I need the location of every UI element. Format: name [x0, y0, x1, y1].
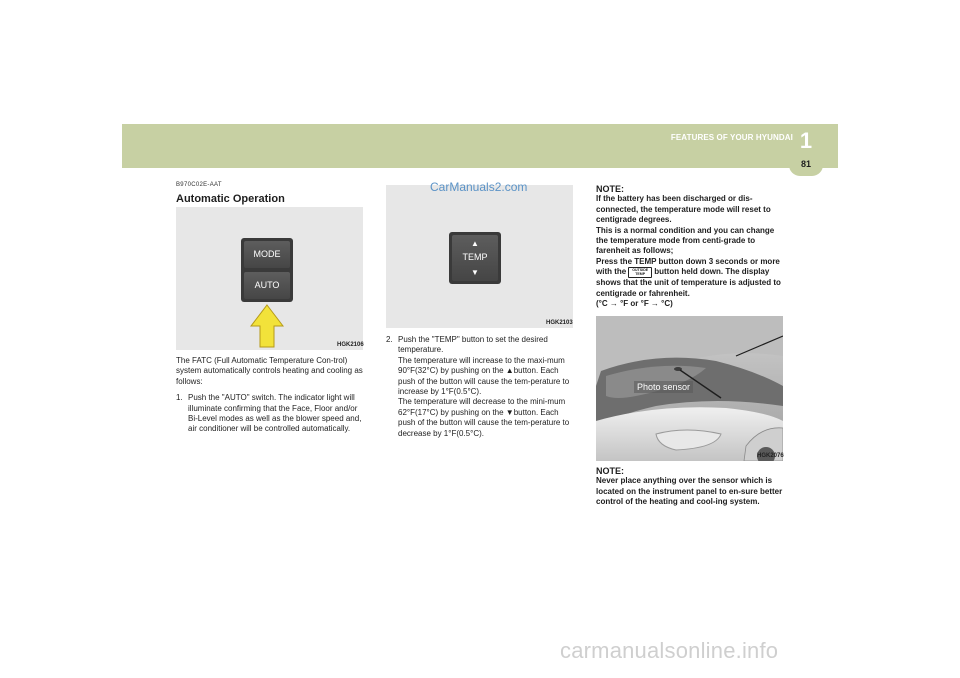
column1-text — [176, 356, 364, 435]
list-item-1 — [176, 393, 364, 435]
figure-code-temp: HGK2103 — [546, 320, 573, 326]
note1-text-a: If the battery has been discharged or dis-connected, the temperature mode will reset to centigrade degrees. — [596, 194, 771, 225]
list-text-2c: The temperature will decrease to the mini-mum 62°F(17°C) by pushing on the ▼button. Each push of the button will cause the tem-perature to decrease by 1°F(0.5°C). — [398, 397, 570, 438]
note1-text-c-after: button held down. The display shows that the unit of temperature is adjusted to centigrade or fahrenheit. — [596, 267, 781, 298]
outside-temp-button-icon — [628, 267, 652, 278]
mode-button: MODE — [244, 241, 290, 268]
list-number-2: 2. — [386, 335, 393, 344]
intro-paragraph: The FATC (Full Automatic Temperature Con-trol) system automatically controls heating and cooling as follows: — [176, 356, 363, 386]
mode-auto-button-panel — [241, 238, 293, 302]
outside-temp-button-bottom: TEMP — [635, 272, 646, 277]
chapter-number: 1 — [799, 128, 813, 153]
temp-up-arrow-icon: ▲ — [471, 239, 479, 248]
page-number: 81 — [800, 159, 811, 169]
note1-text-c-before: Press the TEMP button down 3 seconds or more with the — [596, 256, 780, 277]
auto-button: AUTO — [244, 272, 290, 299]
header-band — [122, 124, 838, 168]
temp-button — [452, 235, 498, 281]
note1-text-b: This is a normal condition and you can change the temperature mode from centi-grade to farenheit as follows; — [596, 225, 775, 256]
temp-button-panel — [449, 232, 501, 284]
note1-text-c — [596, 257, 784, 299]
column2-text — [386, 335, 574, 439]
list-item-2 — [386, 335, 574, 439]
photo-sensor-label: Photo sensor — [634, 381, 693, 393]
temp-down-arrow-icon: ▼ — [471, 268, 479, 277]
note-title: NOTE: — [596, 184, 624, 194]
section-code: B970C02E-AAT — [176, 182, 222, 188]
note-sensor — [596, 466, 784, 508]
chapter-title: FEATURES OF YOUR HYUNDAI — [670, 133, 793, 142]
figure-code-mode: HGK2106 — [337, 342, 364, 348]
temp-label: TEMP — [462, 252, 488, 262]
list-number-1: 1. — [176, 393, 183, 403]
watermark-bottom: carmanualsonline.info — [560, 638, 779, 663]
list-text-2a: Push the "TEMP" button to set the desired temperature. — [398, 335, 548, 355]
figure-code-car: HGK2076 — [757, 453, 784, 459]
list-text-1: Push the "AUTO" switch. The indicator light will illuminate confirming that the Face, Floor and/or Bi-Level modes as well as the blower speed and, air conditioner will be controlled automatically. — [188, 393, 362, 434]
watermark-top: CarManuals2.com — [430, 180, 528, 194]
list-text-2b: The temperature will increase to the maxi-mum 90°F(32°C) by pushing on the ▲button. Each push of the button will cause the tem-perature to increase by 1°F(0.5°C). — [398, 355, 570, 397]
outside-temp-button-top: OUTSIDE — [632, 268, 649, 273]
note1-text-d: (°C → °F or °F → °C) — [596, 299, 673, 309]
section-heading: Automatic Operation — [176, 193, 285, 205]
note-battery — [596, 184, 784, 309]
pointer-arrow-icon — [250, 304, 284, 348]
note2-title: NOTE: — [596, 466, 624, 476]
note2-text: Never place anything over the sensor which is located on the instrument panel to en-sure better control of the heating and cool-ing system. — [596, 476, 783, 507]
